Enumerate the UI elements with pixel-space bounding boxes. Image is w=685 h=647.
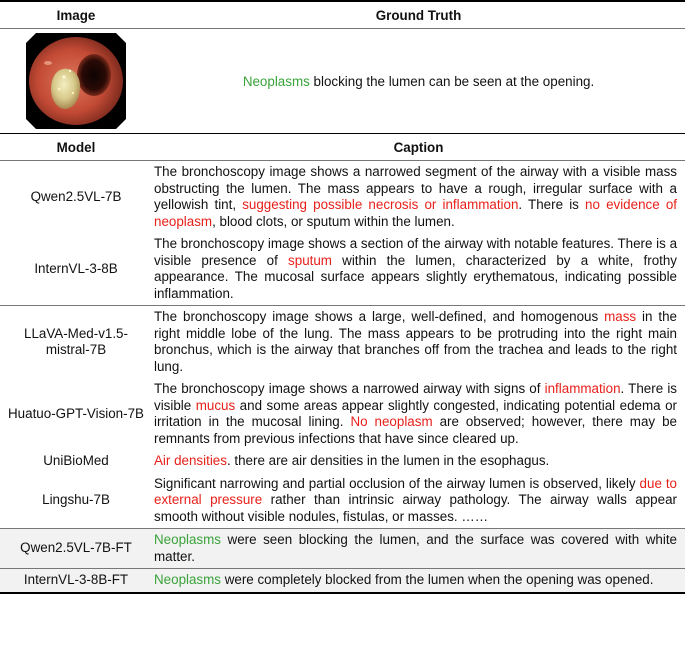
caption-text — [152, 450, 685, 473]
caption-text — [152, 161, 685, 234]
caption-segment: . There is visible — [154, 381, 677, 413]
caption-segment: , blood clots, or sputum within the lumen. — [212, 213, 455, 229]
model-name: Qwen2.5VL-7B-FT — [0, 529, 152, 569]
correct-phrase: Neoplasms — [154, 572, 221, 587]
caption-segment: are observed; however, there may be remnants from previous infections that have since cleared up. — [154, 414, 677, 446]
model-name: InternVL-3-8B-FT — [0, 569, 152, 593]
hallucinated-phrase: mass — [604, 309, 637, 324]
table-row — [0, 473, 685, 529]
table-row — [0, 233, 685, 306]
ground-truth-row — [0, 29, 685, 134]
hallucinated-phrase: inflammation — [544, 381, 621, 396]
model-name: Lingshu-7B — [42, 492, 110, 507]
image-cell — [0, 29, 152, 134]
model-name: LLaVA-Med-v1.5-mistral-7B — [24, 325, 128, 357]
caption-segment: in the right middle lobe of the lung. The mass appears to be protruding into the right main bronchus, which is the airway that branches off from the trachea and leads to the right lung. — [154, 309, 677, 374]
caption-segment: The bronchoscopy image shows a narrowed segment of the airway with a visible mass obstructing the lumen. The mass appears to have a rough, irregular surface with a yellowish tint, — [154, 164, 677, 212]
hallucinated-phrase: suggesting possible necrosis or inflammation — [242, 197, 519, 212]
ground-truth-text: blocking the lumen can be seen at the opening. — [309, 73, 595, 89]
caption-segment: rather than intrinsic airway pathology. The airway walls appear smooth without visible nodules, fistulas, or masses. …… — [154, 492, 677, 524]
caption-segment: within the lumen, characterized by a white, frothy appearance. The mucosal surface appears slightly erythematous, indicating possible inflammation. — [154, 252, 677, 301]
model-name: Huatuo-GPT-Vision-7B — [8, 405, 144, 421]
caption-header-row — [0, 134, 685, 161]
caption-segment: were seen blocking the lumen, and the surface was covered with white matter. — [154, 532, 677, 564]
model-name: UniBioMed — [43, 453, 109, 468]
caption-text — [152, 378, 685, 450]
hallucinated-phrase: No neoplasm — [350, 414, 433, 429]
caption-text — [152, 529, 685, 569]
caption-column-header: Caption — [152, 134, 685, 161]
caption-segment: . there are air densities in the lumen in the esophagus. — [226, 453, 550, 468]
hallucinated-phrase: mucus — [195, 397, 236, 413]
table-row — [0, 306, 685, 379]
caption-segment: The bronchoscopy image shows a large, well-defined, and homogenous — [154, 309, 605, 324]
bronchoscopy-image — [26, 33, 126, 129]
table-row-finetuned — [0, 529, 685, 569]
caption-text — [152, 473, 685, 529]
model-name: InternVL-3-8B — [34, 260, 118, 276]
ground-truth-cell — [152, 29, 685, 134]
table-row — [0, 161, 685, 234]
hallucinated-phrase: Air densities — [154, 453, 227, 468]
caption-text — [152, 233, 685, 306]
ground-truth-highlight: Neoplasms — [242, 73, 310, 89]
hallucinated-phrase: sputum — [288, 252, 332, 268]
image-column-header: Image — [56, 7, 96, 23]
caption-segment: The bronchoscopy image shows a narrowed airway with signs of — [154, 381, 545, 396]
model-column-header: Model — [0, 134, 152, 161]
correct-phrase: Neoplasms — [154, 532, 221, 547]
caption-segment: . There is — [518, 197, 586, 212]
hallucinated-phrase: no evidence of neoplasm — [154, 197, 677, 229]
caption-segment: were completely blocked from the lumen when the opening was opened. — [220, 572, 654, 587]
hallucinated-phrase: due to external pressure — [154, 475, 677, 507]
caption-text — [152, 306, 685, 379]
model-name: Qwen2.5VL-7B — [30, 188, 122, 204]
caption-segment: Significant narrowing and partial occlusion of the airway lumen is observed, likely — [154, 475, 640, 491]
ground-truth-column-header: Ground Truth — [375, 7, 462, 23]
table-row-finetuned — [0, 569, 685, 593]
caption-segment: and some areas appear slightly congested, indicating potential edema or irritation in the mucosal lining. — [154, 397, 677, 429]
table-row — [0, 450, 685, 473]
caption-text — [152, 569, 685, 593]
caption-segment: The bronchoscopy image shows a section of the airway with notable features. There is a visible presence of — [154, 236, 678, 268]
image-header-row — [0, 1, 685, 29]
table-row — [0, 378, 685, 450]
